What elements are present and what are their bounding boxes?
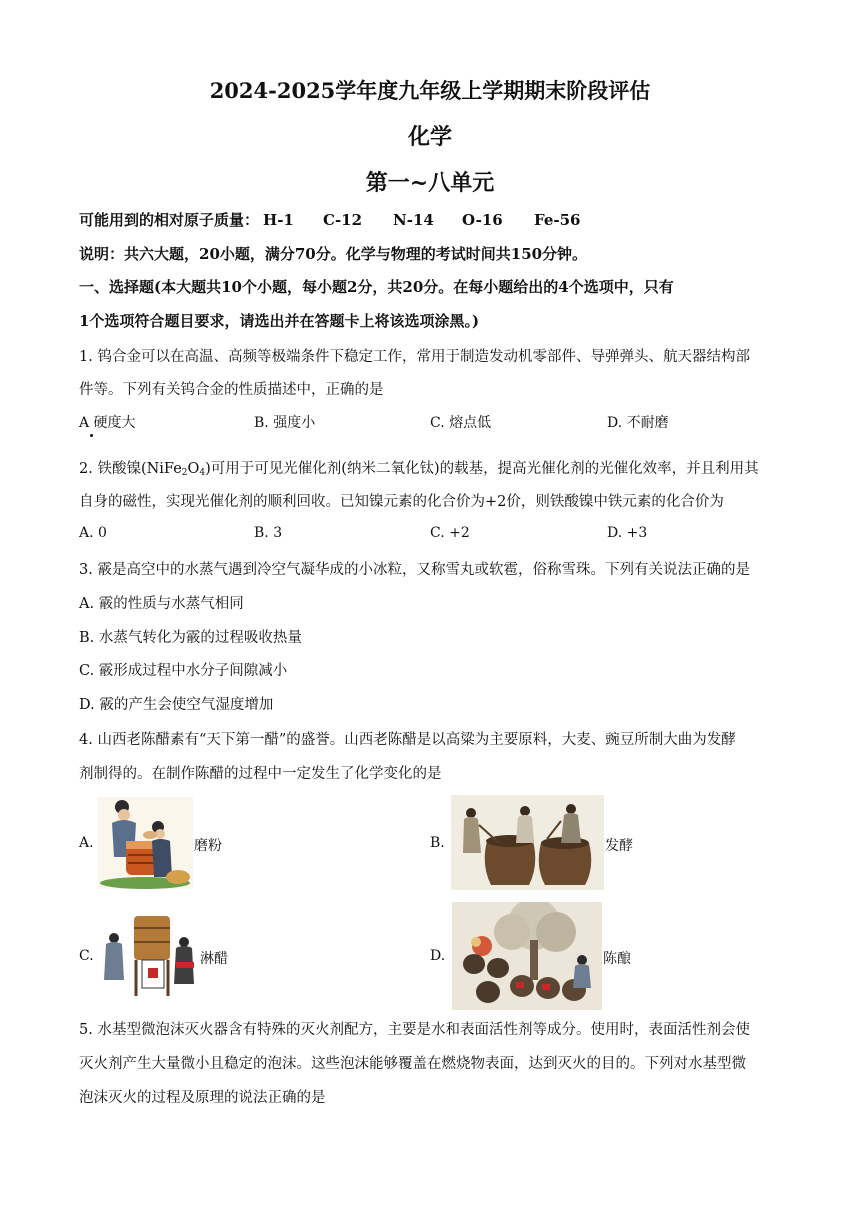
atomic-mass-item: Fe-56 [534,211,581,229]
aging-illustration [452,902,602,1010]
q4-stem: 4. 山西老陈醋素有“天下第一醋”的盛誉。山西老陈醋是以高粱为主要原料，大麦、豌豆所制大曲为发酵 [79,732,736,748]
q3-option-c: C. 霰形成过程中水分子间隙减小 [79,663,288,679]
q1-stem: 1. 钨合金可以在高温、高频等极端条件下稳定工作，常用于制造发动机零部件、导弹弹头、航天器结构部 [79,349,750,365]
q2-option-a: A. 0 [79,525,107,541]
q5-stem-cont: 灭火剂产生大量微小且稳定的泡沫。这些泡沫能够覆盖在燃烧物表面，达到灭火的目的。下列对水基型微 [79,1056,746,1072]
q4-option-b-letter: B. [430,835,445,851]
q1-stem-cont: 件等。下列有关钨合金的性质描述中，正确的是 [79,382,384,398]
q4-option-c-label: 淋醋 [200,951,228,967]
q4-option-a-label: 磨粉 [194,838,222,854]
unit-title: 第一~八单元 [365,170,495,196]
subscript: 4 [199,468,206,478]
q2-option-b: B. 3 [254,525,283,541]
fermentation-illustration-svg [451,795,604,890]
section-heading: 一、选择题(本大题共10个小题，每小题2分，共20分。在每小题给出的4个选项中，只有 [79,278,674,296]
q2-option-d: D. +3 [607,525,648,541]
exam-title: 2024-2025学年度九年级上学期期末阶段评估 [209,78,651,103]
atomic-mass-item: N-14 [393,211,434,229]
q3-stem: 3. 霰是高空中的水蒸气遇到冷空气凝华成的小冰粒，又称雪丸或软雹，俗称雪珠。下列有关说法正确的是 [79,562,750,578]
emphasis-dot [90,434,93,437]
subject-title: 化学 [407,124,452,150]
atomic-mass-item: C-12 [323,211,363,229]
q2-stem-mid: O [187,461,200,477]
q2-option-c: C. +2 [430,525,470,541]
q2-stem-post: )可用于可见光催化剂(纳米二氧化钛)的载基，提高光催化剂的光催化效率，并且利用其 [205,461,759,477]
vinegar-draining-illustration [98,912,200,998]
vinegar-draining-illustration-svg [98,912,200,998]
atomic-masses-label: 可能用到的相对原子质量： [79,211,260,229]
q4-option-a-letter: A. [79,835,94,851]
q4-stem-cont: 剂制得的。在制作陈醋的过程中一定发生了化学变化的是 [79,766,442,782]
q5-stem: 5. 水基型微泡沫灭火器含有特殊的灭火剂配方，主要是水和表面活性剂等成分。使用时，表面活性剂会使 [79,1022,750,1038]
instructions: 说明：共六大题，20小题，满分70分。化学与物理的考试时间共150分钟。 [79,245,588,263]
q1-option-c: C. 熔点低 [430,415,492,431]
q2-stem-cont: 自身的磁性，实现光催化剂的顺利回收。已知镍元素的化合价为+2价，则铁酸镍中铁元素的化合价为 [79,494,724,510]
q1-option-a: A 硬度大 [79,415,136,431]
q3-option-b: B. 水蒸气转化为霰的过程吸收热量 [79,630,302,646]
fermentation-illustration [451,795,604,890]
q4-option-d-label: 陈酿 [603,951,631,967]
q5-stem-cont2: 泡沫灭火的过程及原理的说法正确的是 [79,1090,326,1106]
q1-option-b: B. 强度小 [254,415,316,431]
atomic-masses [79,209,789,230]
q1-option-d: D. 不耐磨 [607,415,669,431]
q2-stem [79,457,789,478]
q3-option-d: D. 霰的产生会使空气湿度增加 [79,697,274,713]
q4-option-c-letter: C. [79,948,94,964]
q4-option-b-label: 发酵 [605,838,633,854]
section-heading-cont: 1个选项符合题目要求，请选出并在答题卡上将该选项涂黑。) [79,312,480,330]
grinding-illustration-svg [98,797,193,889]
q3-option-a: A. 霰的性质与水蒸气相同 [79,596,244,612]
subscript: 2 [181,468,188,478]
grinding-illustration [98,797,193,889]
aging-illustration-svg [452,902,602,1010]
atomic-mass-item: H-1 [263,211,294,229]
q2-stem-pre: 2. 铁酸镍(NiFe [79,461,182,477]
q4-option-d-letter: D. [430,948,446,964]
atomic-mass-item: O-16 [462,211,503,229]
